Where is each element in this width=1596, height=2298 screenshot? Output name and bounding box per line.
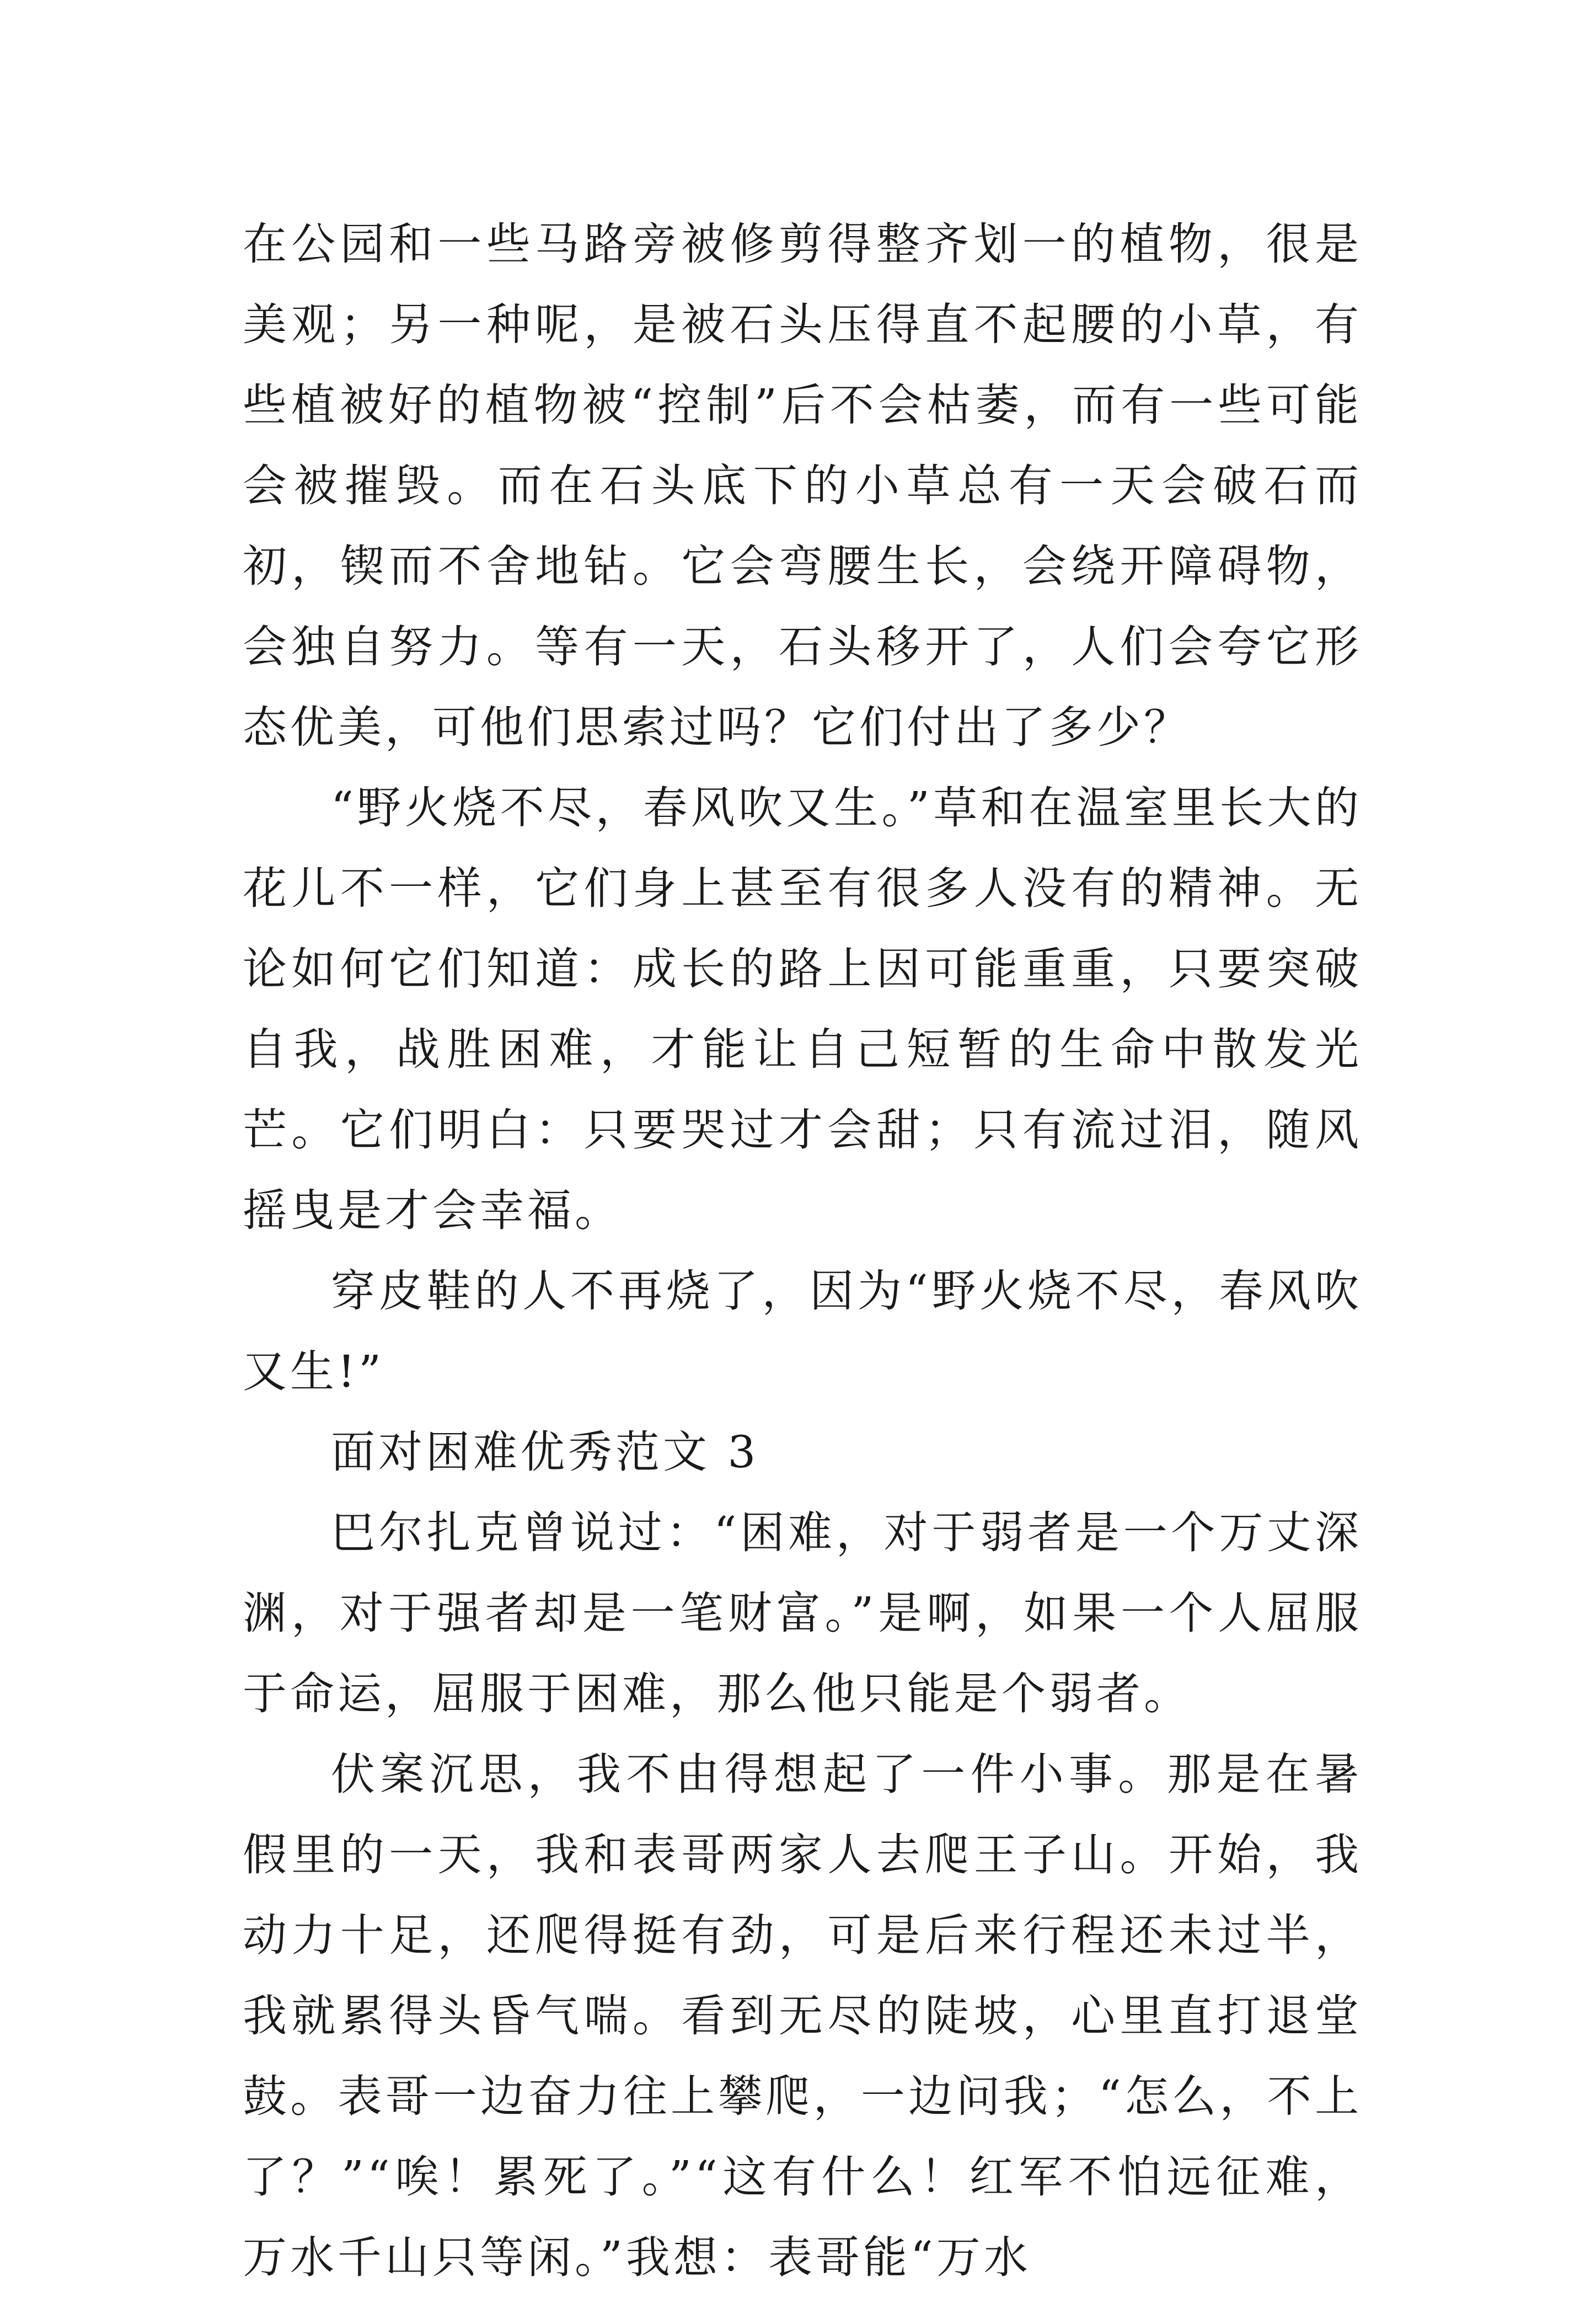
body-text: [243, 204, 1362, 2298]
paragraph-4: 巴尔扎克曾说过：“困难，对于弱者是一个万丈深渊，对于强者却是一笔财富。”是啊，如果一个人屈服于命运，屈服于困难，那么他只能是个弱者。: [243, 1507, 1362, 1719]
paragraph-2: “野火烧不尽，春风吹又生。”草和在温室里长大的花儿不一样，它们身上甚至有很多人没有的精神。无论如何它们知道：成长的路上因可能重重，只要突破自我，战胜困难，才能让自己短暂的生命中散发光芒。它们明白：只要哭过才会甜；只有流过泪，随风摇曳是才会幸福。: [243, 782, 1362, 1236]
section-heading: 面对困难优秀范文 3: [331, 1426, 759, 1478]
paragraph-1: 在公园和一些马路旁被修剪得整齐划一的植物，很是美观；另一种呢，是被石头压得直不起腰的小草，有些植被好的植物被“控制”后不会枯萎，而有一些可能会被摧毁。而在石头底下的小草总有一天会破石而初，锲而不舍地钻。它会弯腰生长，会绕开障碍物，会独自努力。等有一天，石头移开了，人们会夸它形态优美，可他们思索过吗？它们付出了多少？: [243, 218, 1362, 753]
paragraph-5: 伏案沉思，我不由得想起了一件小事。那是在暑假里的一天，我和表哥两家人去爬王子山。开始，我动力十足，还爬得挺有劲，可是后来行程还未过半，我就累得头昏气喘。看到无尽的陡坡，心里直打退堂鼓。表哥一边奋力往上攀爬，一边问我；“怎么，不上了？”“唉！累死了。”“这有什么！红军不怕远征难，万水千山只等闲。”我想：表哥能“万水: [243, 1749, 1362, 2283]
paragraph-3: 穿皮鞋的人不再烧了，因为“野火烧不尽，春风吹又生!”: [243, 1265, 1362, 1397]
